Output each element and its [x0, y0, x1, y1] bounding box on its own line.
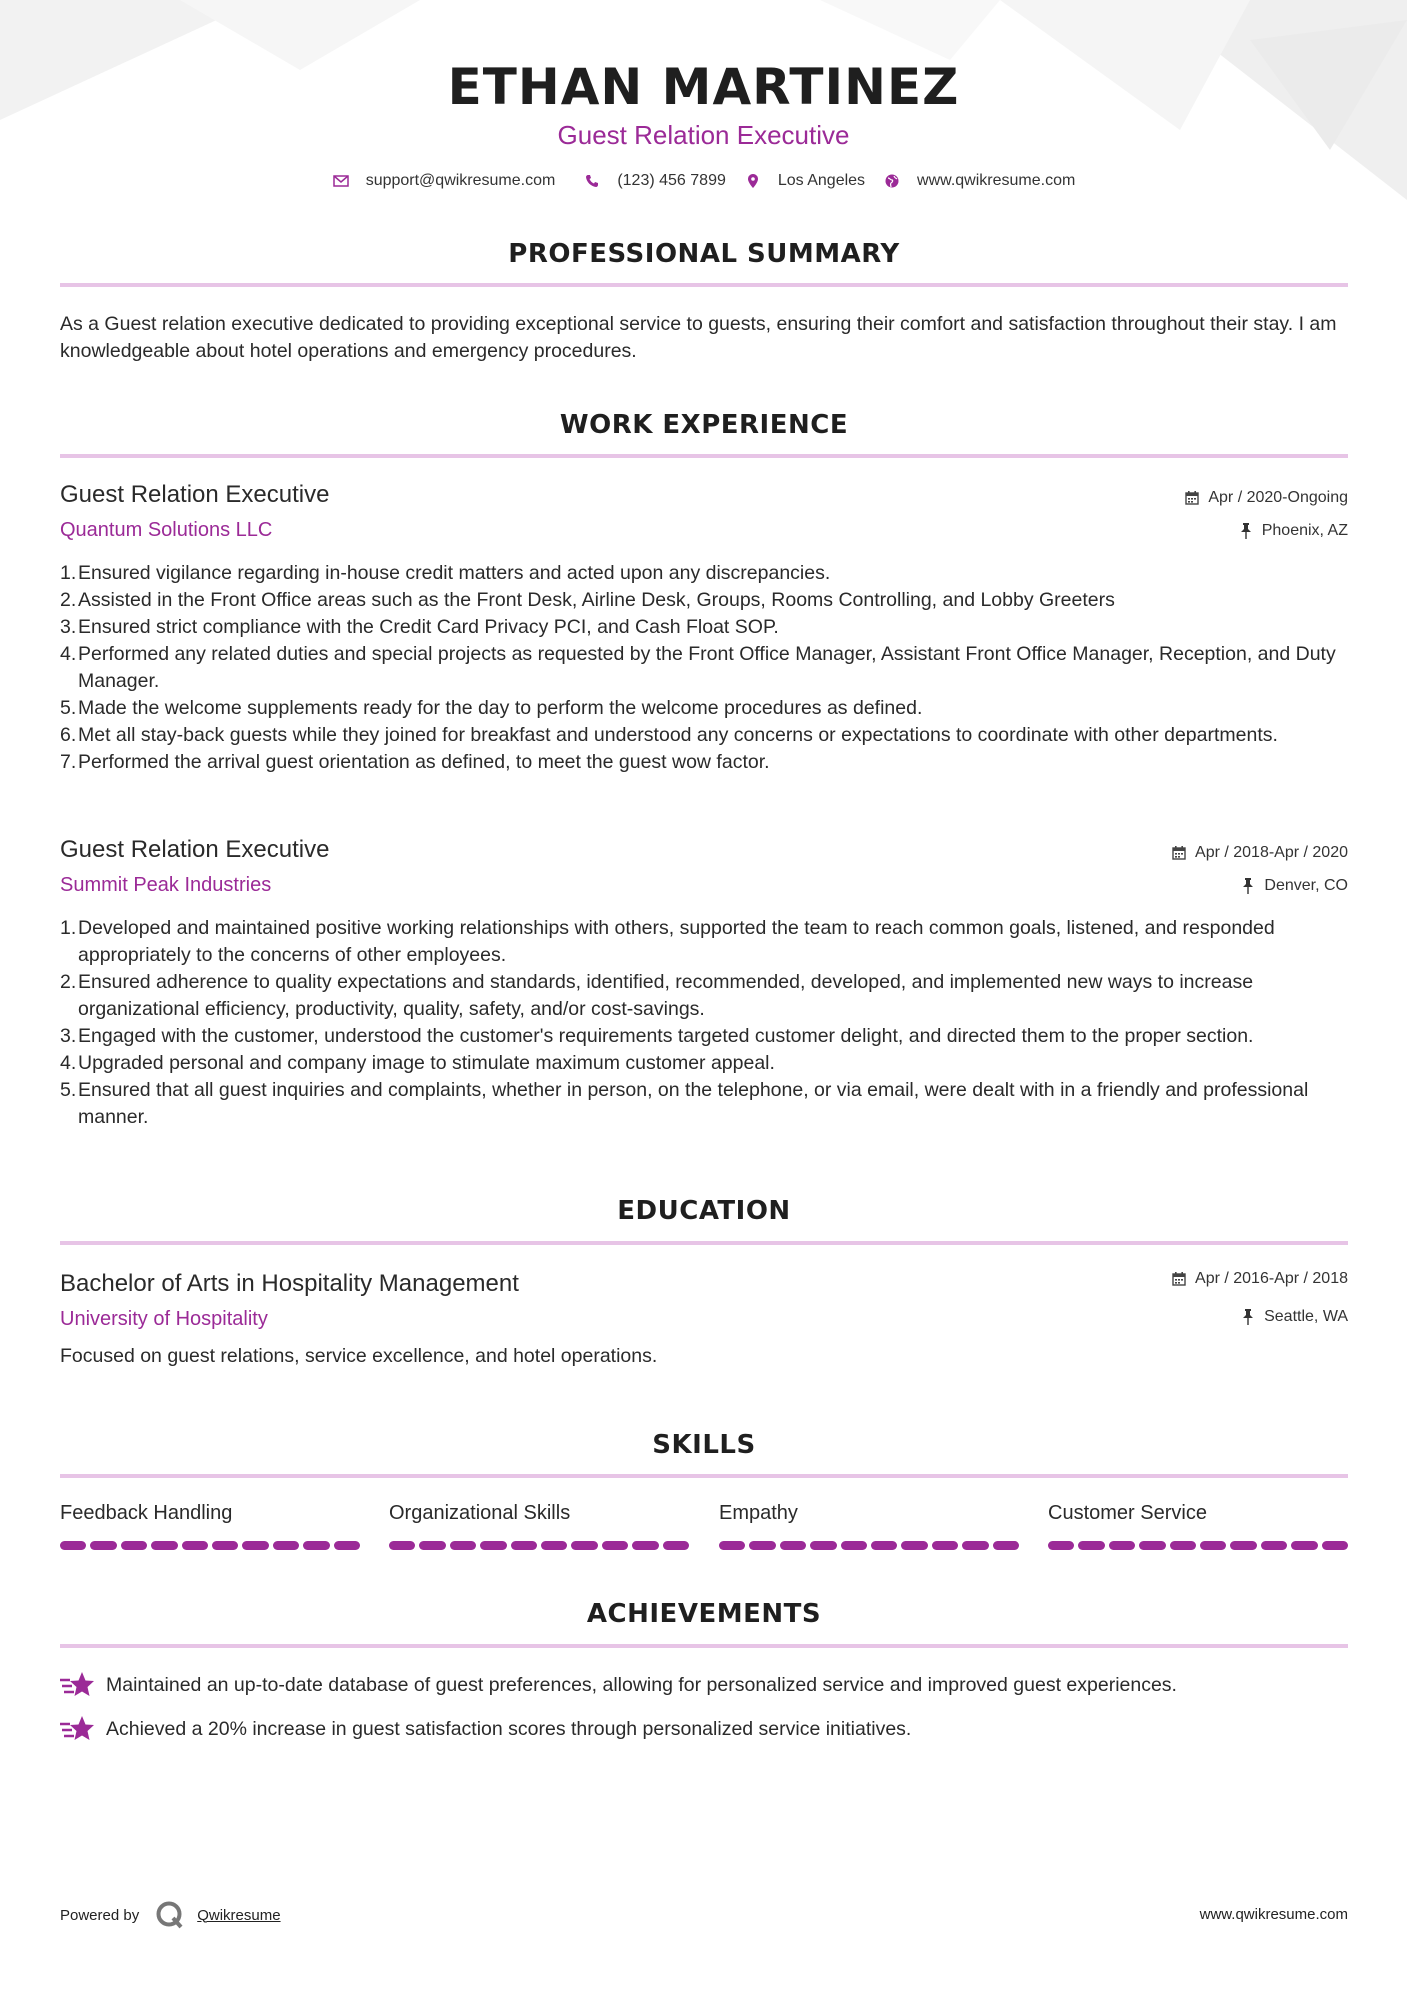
skill-level-segment [632, 1541, 658, 1550]
footer-powered-by [60, 1900, 281, 1930]
skill-level-segment [1170, 1541, 1196, 1550]
envelope-icon [332, 172, 350, 190]
job-location [1240, 877, 1348, 895]
skill-level-segment [242, 1541, 268, 1550]
list-item: 1. Ensured vigilance regarding in-house credit matters and acted upon any discrepancies. [60, 562, 831, 584]
skill-level-segment [1048, 1541, 1074, 1550]
duty-text: Ensured that all guest inquiries and complaints, whether in person, on the telephone, or via email, were dealt with in a friendly and professional manner. [78, 1079, 1309, 1128]
qwikresume-logo-icon [155, 1900, 185, 1930]
achievement-item [60, 1714, 1348, 1744]
pushpin-icon [1240, 1309, 1256, 1325]
powered-by-label: Powered by [60, 1906, 140, 1924]
degree-title: Bachelor of Arts in Hospitality Management [60, 1270, 519, 1297]
phone-icon [583, 172, 601, 190]
skill-level-segment [389, 1541, 415, 1550]
duty-text: Developed and maintained positive working relationships with others, supported the team to reach common goals, listened, and responded appropriately to the concerns of other employees. [78, 917, 1275, 966]
list-item: 1. Developed and maintained positive working relationships with others, supported the team to reach common goals, listened, and responded appropriately to the concerns of other employees. [60, 917, 1275, 966]
duty-text: Ensured vigilance regarding in-house credit matters and acted upon any discrepancies. [78, 562, 831, 584]
achievement-text: Maintained an up-to-date database of guest preferences, allowing for personalized service and improved guest experiences. [106, 1673, 1177, 1696]
duty-text: Made the welcome supplements ready for the day to perform the welcome procedures as defined. [78, 697, 923, 719]
skill-level-segment [962, 1541, 988, 1550]
list-item: 6. Met all stay-back guests while they joined for breakfast and understood any concerns or expectations to coordinate with other departments. [60, 724, 1278, 746]
skill-level-segment [1139, 1541, 1165, 1550]
skill-level-segment [1109, 1541, 1135, 1550]
contact-bar [0, 172, 1407, 190]
pushpin-icon [1238, 523, 1254, 539]
experience-heading: WORK EXPERIENCE [559, 410, 849, 440]
skill-label: Organizational Skills [389, 1502, 571, 1524]
skill-item [60, 1502, 360, 1550]
education-location [1240, 1308, 1348, 1326]
achievement-text: Achieved a 20% increase in guest satisfaction scores through personalized service initiatives. [106, 1717, 912, 1740]
skill-level-segment [419, 1541, 445, 1550]
skill-level-segment [1261, 1541, 1287, 1550]
skill-level-segment [1078, 1541, 1104, 1550]
skill-level-segment [60, 1541, 86, 1550]
map-pin-icon [744, 172, 762, 190]
skill-level-segment [719, 1541, 745, 1550]
skill-level-segment [121, 1541, 147, 1550]
education-heading: EDUCATION [617, 1196, 791, 1226]
calendar-icon [1184, 490, 1200, 506]
job-duties-list [60, 915, 1350, 1131]
skill-level-segment [1230, 1541, 1256, 1550]
list-item: 5. Ensured that all guest inquiries and complaints, whether in person, on the telephone, or via email, were dealt with in a friendly and professional manner. [60, 1079, 1309, 1128]
skill-level-segment [1322, 1541, 1348, 1550]
skill-level-segment [450, 1541, 476, 1550]
skill-level-segment [871, 1541, 897, 1550]
skill-level-segment [541, 1541, 567, 1550]
education-dates [1171, 1270, 1348, 1288]
job-dates-text: Apr / 2018-Apr / 2020 [1195, 844, 1348, 861]
list-item: 3. Ensured strict compliance with the Credit Card Privacy PCI, and Cash Float SOP. [60, 616, 779, 638]
skill-level-segment [480, 1541, 506, 1550]
candidate-role: Guest Relation Executive [557, 120, 850, 150]
education-divider [60, 1241, 1348, 1245]
education-location-text: Seattle, WA [1264, 1308, 1348, 1325]
list-item: 5. Made the welcome supplements ready for the day to perform the welcome procedures as defined. [60, 697, 923, 719]
skill-level-segment [602, 1541, 628, 1550]
skill-label: Empathy [719, 1502, 798, 1524]
list-item: 4. Upgraded personal and company image to stimulate maximum customer appeal. [60, 1052, 775, 1074]
star-achievement-icon [60, 1670, 96, 1700]
contact-phone[interactable] [583, 172, 726, 190]
skill-level-bar [389, 1541, 689, 1550]
skill-level-bar [60, 1541, 360, 1550]
skill-label: Feedback Handling [60, 1502, 233, 1524]
duty-text: Ensured adherence to quality expectations and standards, identified, recommended, developed, and implemented new ways to increase organizational efficiency, productivity, quality, safety, and/or cost-savings. [78, 971, 1254, 1020]
pushpin-icon [1240, 878, 1256, 894]
skill-level-segment [780, 1541, 806, 1550]
skill-item [1048, 1502, 1348, 1550]
contact-email[interactable] [332, 172, 556, 190]
job-location-text: Phoenix, AZ [1261, 522, 1348, 539]
duty-text: Assisted in the Front Office areas such as the Front Desk, Airline Desk, Groups, Rooms Controlling, and Lobby Greeters [78, 589, 1115, 611]
contact-phone-text: (123) 456 7899 [617, 172, 726, 189]
contact-website-text: www.qwikresume.com [917, 172, 1076, 189]
skill-level-segment [151, 1541, 177, 1550]
skill-label: Customer Service [1048, 1502, 1207, 1524]
list-item: 2. Assisted in the Front Office areas such as the Front Desk, Airline Desk, Groups, Rooms Controlling, and Lobby Greeters [60, 589, 1115, 611]
job-dates-text: Apr / 2020-Ongoing [1208, 489, 1348, 506]
skill-item [719, 1502, 1019, 1550]
skills-divider [60, 1474, 1348, 1478]
list-item: 2. Ensured adherence to quality expectations and standards, identified, recommended, developed, and implemented new ways to increase organizational efficiency, productivity, quality, safety, and/or cost-savings. [60, 971, 1254, 1020]
skill-level-segment [749, 1541, 775, 1550]
footer-website[interactable]: www.qwikresume.com [1199, 1906, 1348, 1923]
contact-location-text: Los Angeles [777, 172, 866, 189]
star-achievement-icon [60, 1714, 96, 1744]
summary-text: As a Guest relation executive dedicated to providing exceptional service to guests, ensuring their comfort and satisfaction throughout their stay. I am knowledgeable about hotel operations and emergency procedures. [60, 313, 1337, 362]
job-location [1238, 522, 1348, 540]
skill-level-segment [334, 1541, 360, 1550]
calendar-icon [1171, 845, 1187, 861]
job-title: Guest Relation Executive [60, 836, 330, 863]
list-item: 4. Performed any related duties and special projects as requested by the Front Office Manager, Assistant Front Office Manager, Reception, and Duty Manager. [60, 643, 1336, 692]
contact-email-text: support@qwikresume.com [365, 172, 556, 189]
skill-level-segment [303, 1541, 329, 1550]
skill-level-segment [1200, 1541, 1226, 1550]
calendar-icon [1171, 1271, 1187, 1287]
skill-level-segment [511, 1541, 537, 1550]
achievements-heading: ACHIEVEMENTS [586, 1599, 822, 1629]
skill-level-segment [993, 1541, 1019, 1550]
skill-level-segment [810, 1541, 836, 1550]
skill-item [389, 1502, 689, 1550]
duty-text: Engaged with the customer, understood the customer's requirements targeted customer delight, and directed them to the proper section. [78, 1025, 1254, 1047]
skill-level-segment [273, 1541, 299, 1550]
skill-level-segment [212, 1541, 238, 1550]
skill-level-segment [663, 1541, 689, 1550]
achievements-divider [60, 1644, 1348, 1648]
job-company: Quantum Solutions LLC [60, 519, 273, 541]
school-name: University of Hospitality [60, 1308, 268, 1330]
candidate-name: ETHAN MARTINEZ [447, 58, 960, 116]
contact-location [744, 172, 865, 190]
skills-heading: SKILLS [652, 1430, 756, 1460]
skill-level-segment [1291, 1541, 1317, 1550]
summary-heading: PROFESSIONAL SUMMARY [508, 239, 900, 269]
job-dates [1184, 489, 1348, 507]
contact-website[interactable] [883, 172, 1075, 190]
duty-text: Performed the arrival guest orientation as defined, to meet the guest wow factor. [78, 751, 770, 773]
duty-text: Upgraded personal and company image to stimulate maximum customer appeal. [78, 1052, 775, 1074]
summary-divider [60, 283, 1348, 287]
duty-text: Performed any related duties and special projects as requested by the Front Office Manager, Assistant Front Office Manager, Reception, and Duty Manager. [78, 643, 1336, 692]
skill-level-bar [1048, 1541, 1348, 1550]
skill-level-segment [90, 1541, 116, 1550]
list-item: 7. Performed the arrival guest orientation as defined, to meet the guest wow factor. [60, 751, 770, 773]
skill-level-bar [719, 1541, 1019, 1550]
globe-icon [883, 172, 901, 190]
skill-level-segment [901, 1541, 927, 1550]
skill-level-segment [841, 1541, 867, 1550]
brand-link[interactable]: Qwikresume [197, 1906, 281, 1924]
list-item: 3. Engaged with the customer, understood the customer's requirements targeted customer delight, and directed them to the proper section. [60, 1025, 1254, 1047]
skill-level-segment [182, 1541, 208, 1550]
duty-text: Ensured strict compliance with the Credit Card Privacy PCI, and Cash Float SOP. [78, 616, 779, 638]
skill-level-segment [932, 1541, 958, 1550]
achievement-item [60, 1670, 1348, 1700]
job-company: Summit Peak Industries [60, 874, 272, 896]
job-duties-list [60, 560, 1350, 776]
duty-text: Met all stay-back guests while they joined for breakfast and understood any concerns or expectations to coordinate with other departments. [78, 724, 1278, 746]
skill-level-segment [571, 1541, 597, 1550]
experience-divider [60, 454, 1348, 458]
education-description: Focused on guest relations, service excellence, and hotel operations. [60, 1345, 658, 1367]
job-location-text: Denver, CO [1264, 877, 1348, 894]
job-title: Guest Relation Executive [60, 481, 330, 508]
job-dates [1171, 844, 1348, 862]
education-dates-text: Apr / 2016-Apr / 2018 [1195, 1270, 1348, 1287]
